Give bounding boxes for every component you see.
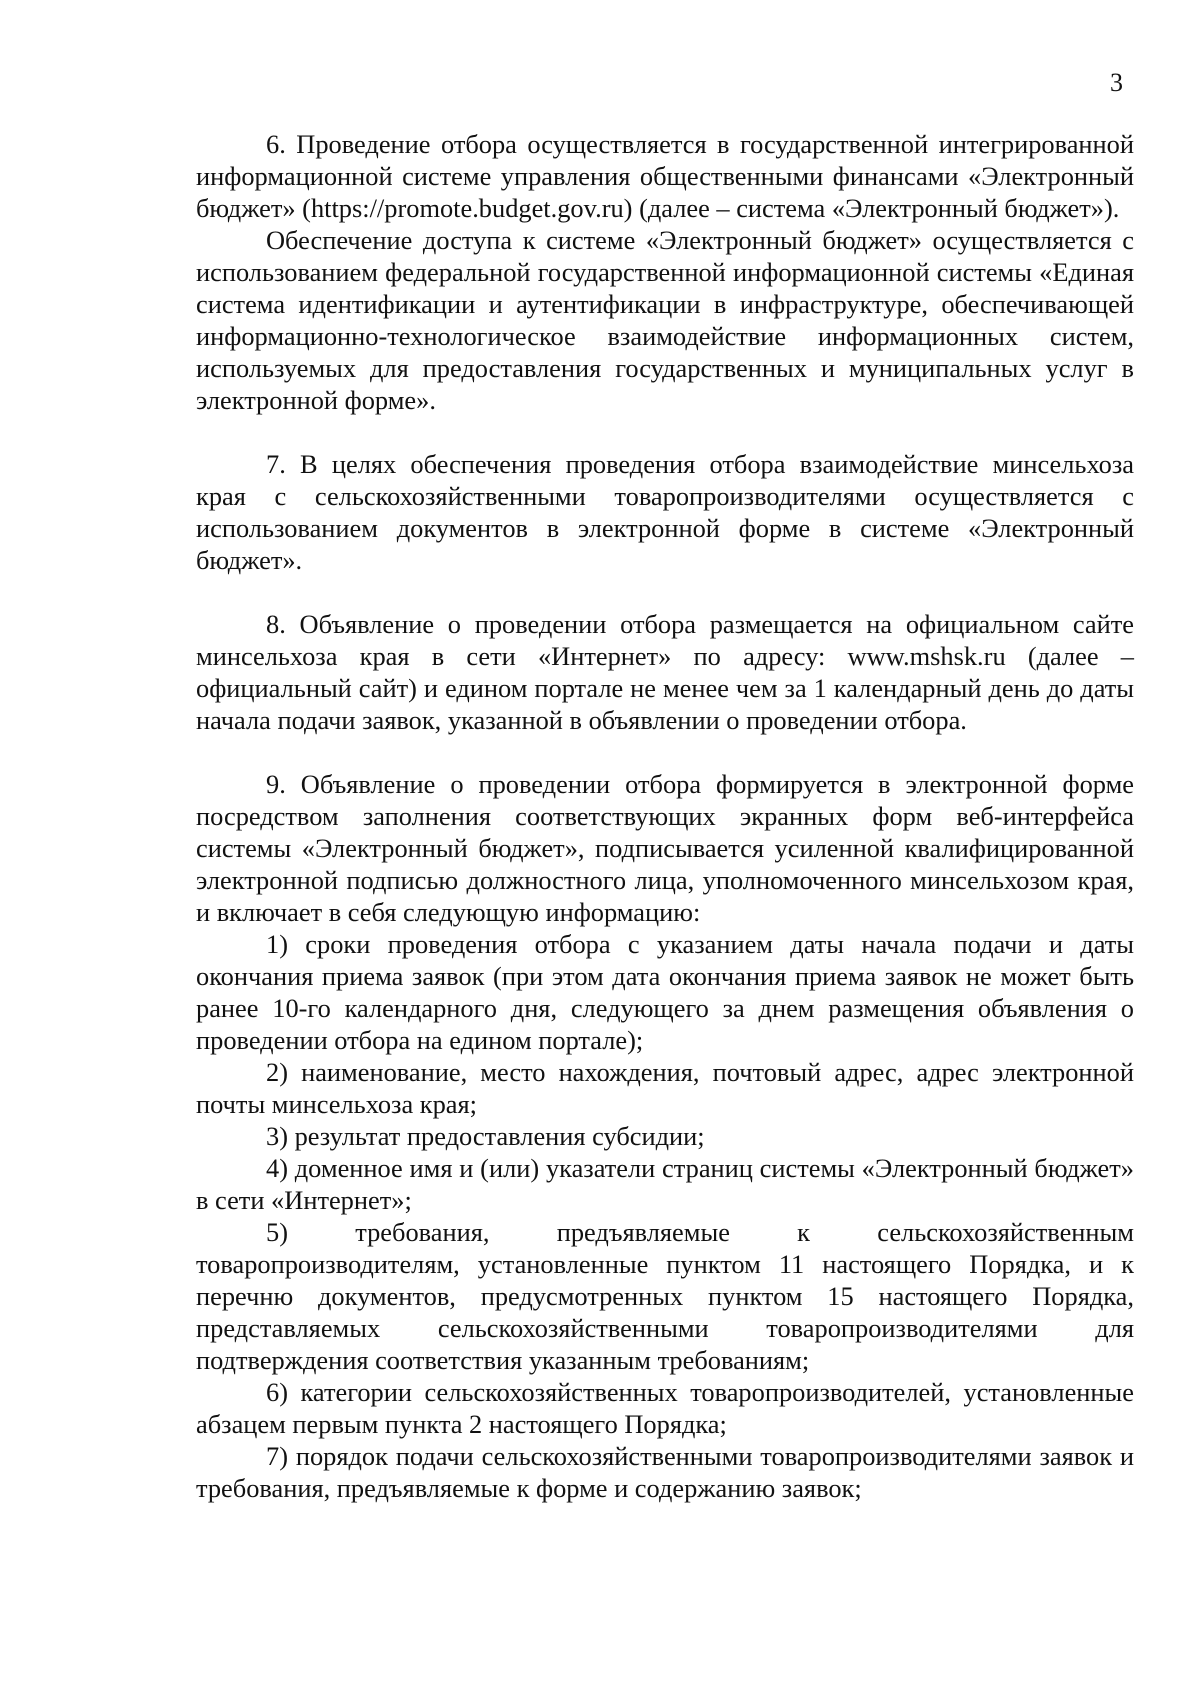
list-item-7: 7) порядок подачи сельскохозяйственными товаропроизводителями заявок и требования, предъявляемые к форме и содержанию заявок; — [196, 1441, 1134, 1503]
list-item-6: 6) категории сельскохозяйственных товаропроизводителей, установленные абзацем первым пункта 2 настоящего Порядка; — [196, 1377, 1134, 1439]
list-item-4: 4) доменное имя и (или) указатели страниц системы «Электронный бюджет» в сети «Интернет»; — [196, 1153, 1134, 1215]
paragraph-item-6: 6. Проведение отбора осуществляется в государственной интегрированной информационной системе управления общественными финансами «Электронный бюджет» (https://promote.budget.gov.ru) (далее – система «Электронный бюджет»). — [196, 129, 1134, 223]
list-item-3: 3) результат предоставления субсидии; — [266, 1121, 705, 1151]
list-item-5: 5) требования, предъявляемые к сельскохозяйственным товаропроизводителям, установленные пунктом 11 настоящего Порядка, и к перечню документов, предусмотренных пунктом 15 настоящего Порядка, представляемых сельскохозяйственными товаропроизводителями для подтверждения соответствия указанным требованиям; — [196, 1217, 1134, 1375]
list-item-1: 1) сроки проведения отбора с указанием даты начала подачи и даты окончания приема заявок (при этом дата окончания приема заявок не может быть ранее 10-го календарного дня, следующего за днем размещения объявления о проведении отбора на едином портале); — [196, 929, 1134, 1055]
paragraph-item-9: 9. Объявление о проведении отбора формируется в электронной форме посредством заполнения соответствующих экранных форм веб-интерфейса системы «Электронный бюджет», подписывается усиленной квалифицированной электронной подписью должностного лица, уполномоченного минсельхозом края, и включает в себя следующую информацию: — [196, 769, 1134, 927]
document-body — [196, 128, 1134, 1504]
paragraph-item-7: 7. В целях обеспечения проведения отбора взаимодействие минсельхоза края с сельскохозяйственными товаропроизводителями осуществляется с использованием документов в электронной форме в системе «Электронный бюджет». — [196, 449, 1134, 575]
paragraph-esia-access: Обеспечение доступа к системе «Электронный бюджет» осуществляется с использованием федеральной государственной информационной системы «Единая система идентификации и аутентификации в инфраструктуре, обеспечивающей информационно-технологическое взаимодействие информационных систем, используемых для предоставления государственных и муниципальных услуг в электронной форме». — [196, 225, 1134, 415]
list-item-2: 2) наименование, место нахождения, почтовый адрес, адрес электронной почты минсельхоза края; — [196, 1057, 1134, 1119]
paragraph-item-8: 8. Объявление о проведении отбора размещается на официальном сайте минсельхоза края в сети «Интернет» по адресу: www.mshsk.ru (далее – официальный сайт) и едином портале не менее чем за 1 календарный день до даты начала подачи заявок, указанной в объявлении о проведении отбора. — [196, 609, 1134, 735]
page-number: 3 — [1110, 68, 1123, 97]
